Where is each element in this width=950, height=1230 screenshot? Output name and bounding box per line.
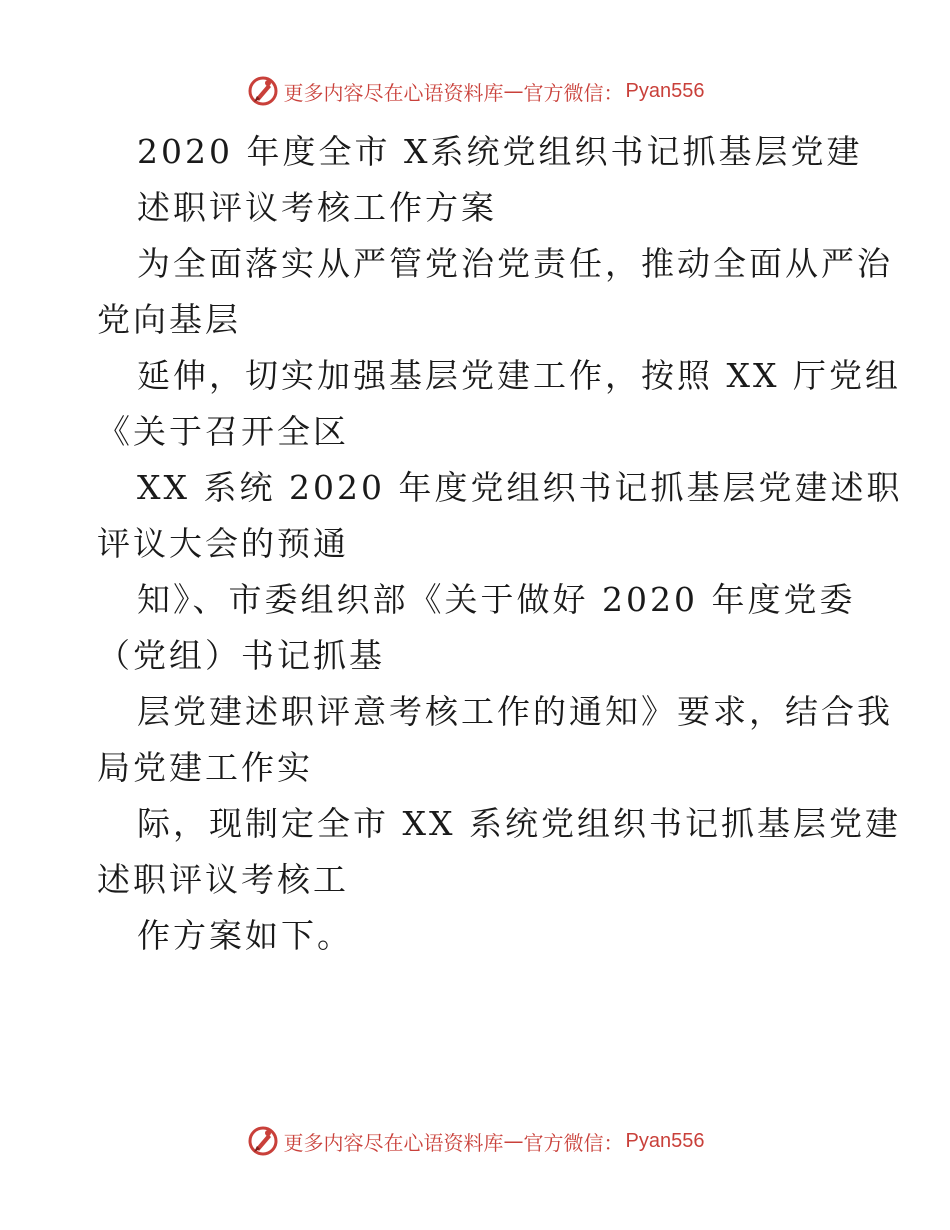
header-wechat-id: Pyan556 [625,79,705,102]
paragraph-line: XX 系统 2020 年度党组织书记抓基层党建述职 [137,468,903,507]
paragraph-line: 党向基层 [97,300,241,339]
footer-wechat-label: 官方微信： [523,1130,624,1155]
header-site-text: 更多内容尽在心语资料库 [283,80,504,105]
paragraph-line: 《关于召开全区 [97,412,349,451]
header-dash: — [503,79,524,103]
paragraph-line: （党组）书记抓基 [97,636,385,675]
header-watermark-banner [0,74,950,108]
paragraph-line: 作方案如下。 [137,916,353,955]
paragraph-line: 评议大会的预通 [97,524,349,563]
paragraph-line: 际，现制定全市 XX 系统党组织书记抓基层党建 [137,804,901,843]
title-line-1: 2020 年度全市 X系统党组织书记抓基层党建 [137,132,863,171]
footer-site-text: 更多内容尽在心语资料库 [283,1130,504,1155]
title-line-2: 述职评议考核工作方案 [137,188,497,227]
footer-wechat-id: Pyan556 [625,1129,705,1152]
paragraph-line: 为全面落实从严管党治党责任，推动全面从严治 [137,244,893,283]
footer-watermark-banner [0,1124,950,1158]
pen-nib-logo-icon [246,74,280,108]
pen-nib-logo-icon [246,1124,280,1158]
paragraph-line: 延伸，切实加强基层党建工作，按照 XX 厅党组 [137,356,901,395]
header-wechat-label: 官方微信： [523,80,624,105]
paragraph-line: 层党建述职评意考核工作的通知》要求，结合我 [137,692,893,731]
footer-dash: — [503,1129,524,1153]
paragraph-line: 局党建工作实 [97,748,313,787]
paragraph-line: 述职评议考核工 [97,860,349,899]
paragraph-line: 知》、市委组织部《关于做好 2020 年度党委 [137,580,856,619]
document-body [97,124,903,964]
